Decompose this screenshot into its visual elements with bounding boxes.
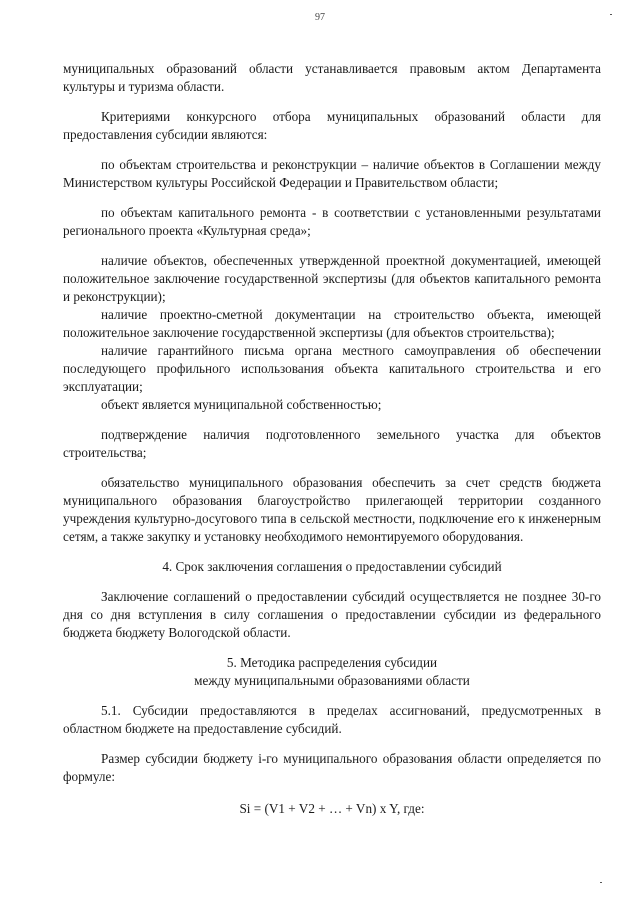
page-number: 97 bbox=[315, 12, 325, 23]
formula: Si = (V1 + V2 + … + Vn) x Y, где: bbox=[239, 801, 425, 816]
paragraph-continuation: муниципальных образований области устанавливается правовым актом Департамента культуры и туризма области. bbox=[63, 61, 601, 94]
paragraph-repair-objects: по объектам капитального ремонта - в соответствии с установленными результатами регионального проекта «Культурная среда»; bbox=[63, 205, 601, 238]
paragraph-criteria-intro: Критериями конкурсного отбора муниципальных образований области для предоставления субсидии являются: bbox=[63, 109, 601, 142]
paragraph-agreement-deadline: Заключение соглашений о предоставлении субсидий осуществляется не позднее 30-го дня со дня вступления в силу соглашения о предоставлении субсидии из федерального бюджета бюджету Вологодской области. bbox=[63, 589, 601, 640]
paragraph-obligation: обязательство муниципального образования обеспечить за счет средств бюджета муниципального образования благоустройство прилегающей территории созданного учреждения культурно-досугового типа в сельской местности, подключение его к инженерным сетям, а также закупку и установку необходимого немонтируемого оборудования. bbox=[63, 475, 601, 544]
paragraph-municipal-property: объект является муниципальной собственностью; bbox=[101, 397, 382, 412]
paragraph-construction-objects: по объектам строительства и реконструкции – наличие объектов в Соглашении между Министерством культуры Российской Федерации и Правительством области; bbox=[63, 157, 601, 190]
paragraph-land-plot: подтверждение наличия подготовленного земельного участка для объектов строительства; bbox=[63, 427, 601, 460]
paragraph-subsidy-size: Размер субсидии бюджету i-го муниципального образования области определяется по формуле: bbox=[63, 751, 601, 784]
paragraph-5-1: 5.1. Субсидии предоставляются в пределах ассигнований, предусмотренных в областном бюджете на предоставление субсидий. bbox=[63, 703, 601, 736]
paragraph-project-documentation: наличие объектов, обеспеченных утвержденной проектной документацией, имеющей положительное заключение государственной экспертизы (для объектов капитального ремонта и реконструкции); bbox=[63, 253, 601, 304]
scan-mark-top bbox=[610, 14, 612, 15]
section-heading-5-line-2: между муниципальными образованиями области bbox=[194, 673, 470, 688]
paragraph-estimate-documentation: наличие проектно-сметной документации на строительство объекта, имеющей положительное заключение государственной экспертизы (для объектов строительства); bbox=[63, 307, 601, 340]
section-heading-5-line-1: 5. Методика распределения субсидии bbox=[226, 655, 438, 670]
section-heading-4: 4. Срок заключения соглашения о предоставлении субсидий bbox=[162, 559, 502, 574]
document-body bbox=[63, 60, 601, 818]
paragraph-guarantee-letter: наличие гарантийного письма органа местного самоуправления об обеспечении последующего профильного использования объекта капитального строительства и его эксплуатации; bbox=[63, 343, 601, 394]
scan-mark-bottom bbox=[600, 882, 602, 883]
